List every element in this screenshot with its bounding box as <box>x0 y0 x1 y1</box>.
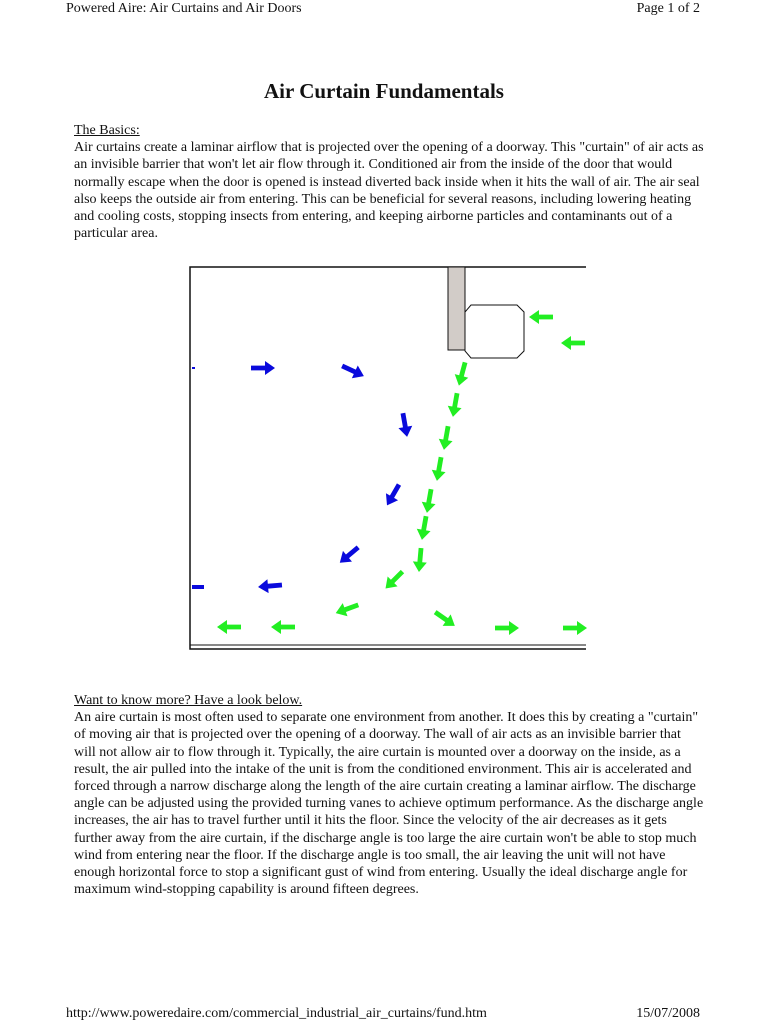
inside-air-arrow-6 <box>257 578 282 594</box>
inside-air-arrow-4 <box>381 481 405 509</box>
inside-air-arrow-1 <box>251 361 275 375</box>
inside-air-arrow-5 <box>335 542 362 568</box>
more-paragraph: An aire curtain is most often used to separate one environment from another. It does this by creating a "curtain" of moving air that is projected over the opening of a doorway. The wall of air acts as an invisible barrier that will not allow air to flow through it. Typically, the aire curtain is mounted over a doorway on the inside, as a result, the air pulled into the intake of the unit is from the conditioned environment. This air is accelerated and forced through a narrow discharge along the length of the aire curtain creating a laminar airflow. The discharge angle can be adjusted using the provided turning vanes to achieve optimum performance. As the discharge angle increases, the air has to travel further until it hits the floor. Since the velocity of the air decreases as it gets further away from the aire curtain, if the discharge angle is too large the aire curtain won't be able to stop much wind from entering near the floor. If the discharge angle is too small, the air leaving the unit will not have enough horizontal force to stop a significant gust of wind from entering. Usually the ideal discharge angle for maximum wind-stopping capability is around fifteen degrees. <box>74 710 704 898</box>
curtain-air-arrow-9 <box>412 547 428 572</box>
room-frame <box>190 267 586 649</box>
basics-heading: The Basics: <box>74 123 140 138</box>
inside-air-edge-arrow-2 <box>192 585 204 589</box>
curtain-air-arrow-13 <box>217 620 241 634</box>
curtain-air-arrow-3 <box>452 361 472 388</box>
curtain-air-arrow-4 <box>446 392 464 418</box>
more-section <box>74 692 706 898</box>
page-indicator: Page 1 of 2 <box>636 1 700 16</box>
door-wall <box>448 267 465 350</box>
curtain-air-arrow-15 <box>495 621 519 635</box>
header-title: Powered Aire: Air Curtains and Air Doors <box>66 1 302 16</box>
curtain-air-arrow-8 <box>415 515 433 541</box>
curtain-air-arrow-12 <box>271 620 295 634</box>
basics-section <box>74 122 706 242</box>
basics-paragraph: Air curtains create a laminar airflow that is projected over the opening of a doorway. This "curtain" of air acts as an invisible barrier that won't let air flow through it. Conditioned air from the inside of the door that would normally escape when the door is opened is instead diverted back inside when it hits the wall of air. The air seal also keeps the outside air from entering. This can be beneficial for several reasons, including lowering heating and cooling costs, stopping insects from entering, and keeping airborne particles and contaminants out of a particular area. <box>74 140 704 242</box>
air-curtain-diagram <box>189 266 587 652</box>
curtain-air-arrow-7 <box>420 488 438 514</box>
inside-air-arrow-3 <box>396 412 414 438</box>
footer-url: http://www.poweredaire.com/commercial_industrial_air_curtains/fund.htm <box>66 1006 487 1021</box>
inside-air-edge-arrow-1 <box>192 367 195 369</box>
curtain-air-arrow-2 <box>561 336 585 350</box>
more-heading: Want to know more? Have a look below. <box>74 693 303 708</box>
inside-air-arrow-2 <box>339 360 367 383</box>
page-title: Air Curtain Fundamentals <box>264 79 504 103</box>
footer-date: 15/07/2008 <box>636 1006 700 1021</box>
curtain-air-arrow-10 <box>381 567 408 594</box>
curtain-air-arrow-11 <box>333 598 360 619</box>
curtain-air-arrow-6 <box>430 456 448 482</box>
curtain-air-arrow-16 <box>563 621 587 635</box>
curtain-air-arrow-5 <box>437 425 455 451</box>
air-curtain-unit <box>465 305 524 358</box>
curtain-air-arrow-1 <box>529 310 553 324</box>
curtain-air-arrow-14 <box>431 606 459 631</box>
